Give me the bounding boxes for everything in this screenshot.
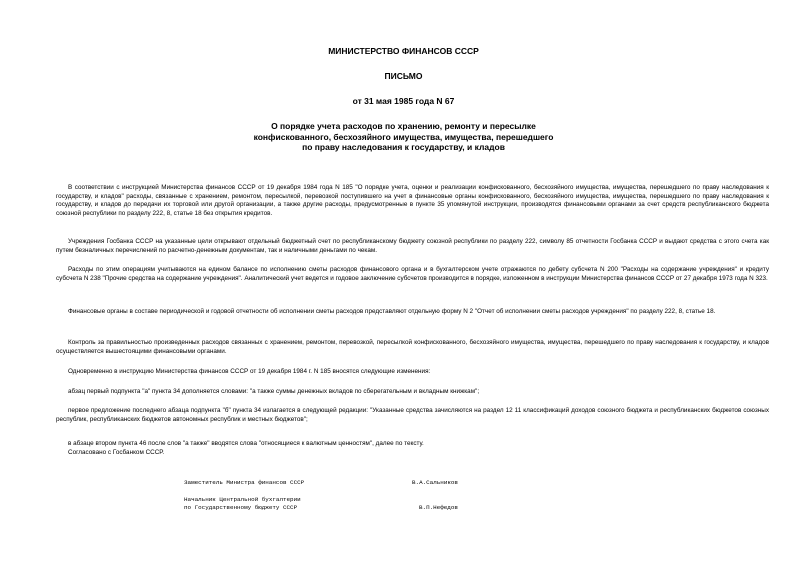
paragraph-3: Расходы по этим операциям учитываются на едином балансе по исполнению сметы расходов финансового органа и в бухгалтерском учете отражаются по дебету субсчета N 200 "Расходы на содержание учреждения" и кредиту субсчета N 238 "Прочие средства на содержание учреждения". Аналитический учет ведется и годовое заключение субсчетов производится в порядке, изложенном в инструкции Министерства финансов СССР от 27 декабря 1973 года N 323. bbox=[56, 266, 769, 282]
paragraph-10: Согласовано с Госбанком СССР. bbox=[68, 449, 165, 456]
document-type: ПИСЬМО bbox=[384, 71, 423, 81]
signature-1-name: В.А.Сальников bbox=[412, 479, 458, 486]
signature-2-position-line2: по Государственному бюджету СССР bbox=[184, 504, 298, 511]
document-title: О порядке учета расходов по хранению, ремонту и пересылке конфискованного, бесхозяйного имущества, имущества, перешедшего по праву наследования к государству, и кладов bbox=[253, 121, 554, 153]
paragraph-6: Одновременно в инструкцию Министерства финансов СССР от 19 декабря 1984 г. N 185 вносятся следующие изменения: bbox=[68, 368, 431, 375]
paragraph-5: Контроль за правильностью произведенных расходов связанных с хранением, ремонтом, перевозкой, пересылкой конфискованного, бесхозяйного имущества, имущества, перешедшего по праву наследования к государству, и кладов осуществляется вышестоящими финансовыми органами. bbox=[56, 339, 769, 355]
paragraph-7: абзац первый подпункта "а" пункта 34 дополняется словами: "а также суммы денежных вкладов по сберегательным и вкладным книжкам"; bbox=[68, 388, 480, 395]
paragraph-4: Финансовые органы в составе периодической и годовой отчетности об исполнении сметы расходов представляют отдельную форму N 2 "Отчет об исполнении сметы расходов учреждения" по разделу 222, 8, статье 18. bbox=[68, 308, 716, 315]
paragraph-8: первое предложение последнего абзаца подпункта "б" пункта 34 излагается в следующей редакции: "Указанные средства зачисляются на раздел 12 11 классификаций доходов союзного бюджета и республиканских бюджетов союзных республик, республиканских бюджетов автономных республик и местных бюджетов"; bbox=[56, 407, 769, 423]
paragraph-9: в абзаце втором пункта 46 после слов "а также" вводятся слова "относящиеся к валютным ценностям", далее по тексту. bbox=[68, 440, 424, 447]
signature-2-name: В.П.Нефедов bbox=[419, 504, 458, 511]
paragraph-1: В соответствии с инструкцией Министерства финансов СССР от 19 декабря 1984 года N 185 "О порядке учета, оценки и реализации конфискованного, бесхозяйного имущества, имущества, перешедшего по праву наследования к государству, и кладов" расходы, связанные с хранением, ремонтом, пересылкой, перевозкой поступившего на учет в финансовые органы конфискованного, бесхозяйного имущества, имущества, перешедшего по праву наследования к государству, и кладов до передачи их торговой или другой организации, а также другие расходы, предусмотренные в пункте 35 упомянутой инструкции, производятся финансовыми органами за счет средств республиканского бюджета союзной республики по разделу 222, 8, статье 18 без открытия кредитов. bbox=[56, 184, 769, 217]
document-date: от 31 мая 1985 года N 67 bbox=[352, 96, 455, 106]
signature-1-position: Заместитель Министра финансов СССР bbox=[184, 479, 305, 486]
ministry-heading: МИНИСТЕРСТВО ФИНАНСОВ СССР bbox=[328, 46, 479, 56]
signature-2-position-line1: Начальник Центральной бухгалтерии bbox=[184, 496, 301, 503]
paragraph-2: Учреждения Госбанка СССР на указанные цели открывают отдельный бюджетный счет по республиканскому бюджету союзной республики по разделу 222, символу 85 отчетности Госбанка СССР и выдают средства с этого счета как путем безналичных перечислений по расчетно-денежным документам, так и наличными деньгами по чекам. bbox=[56, 238, 769, 254]
